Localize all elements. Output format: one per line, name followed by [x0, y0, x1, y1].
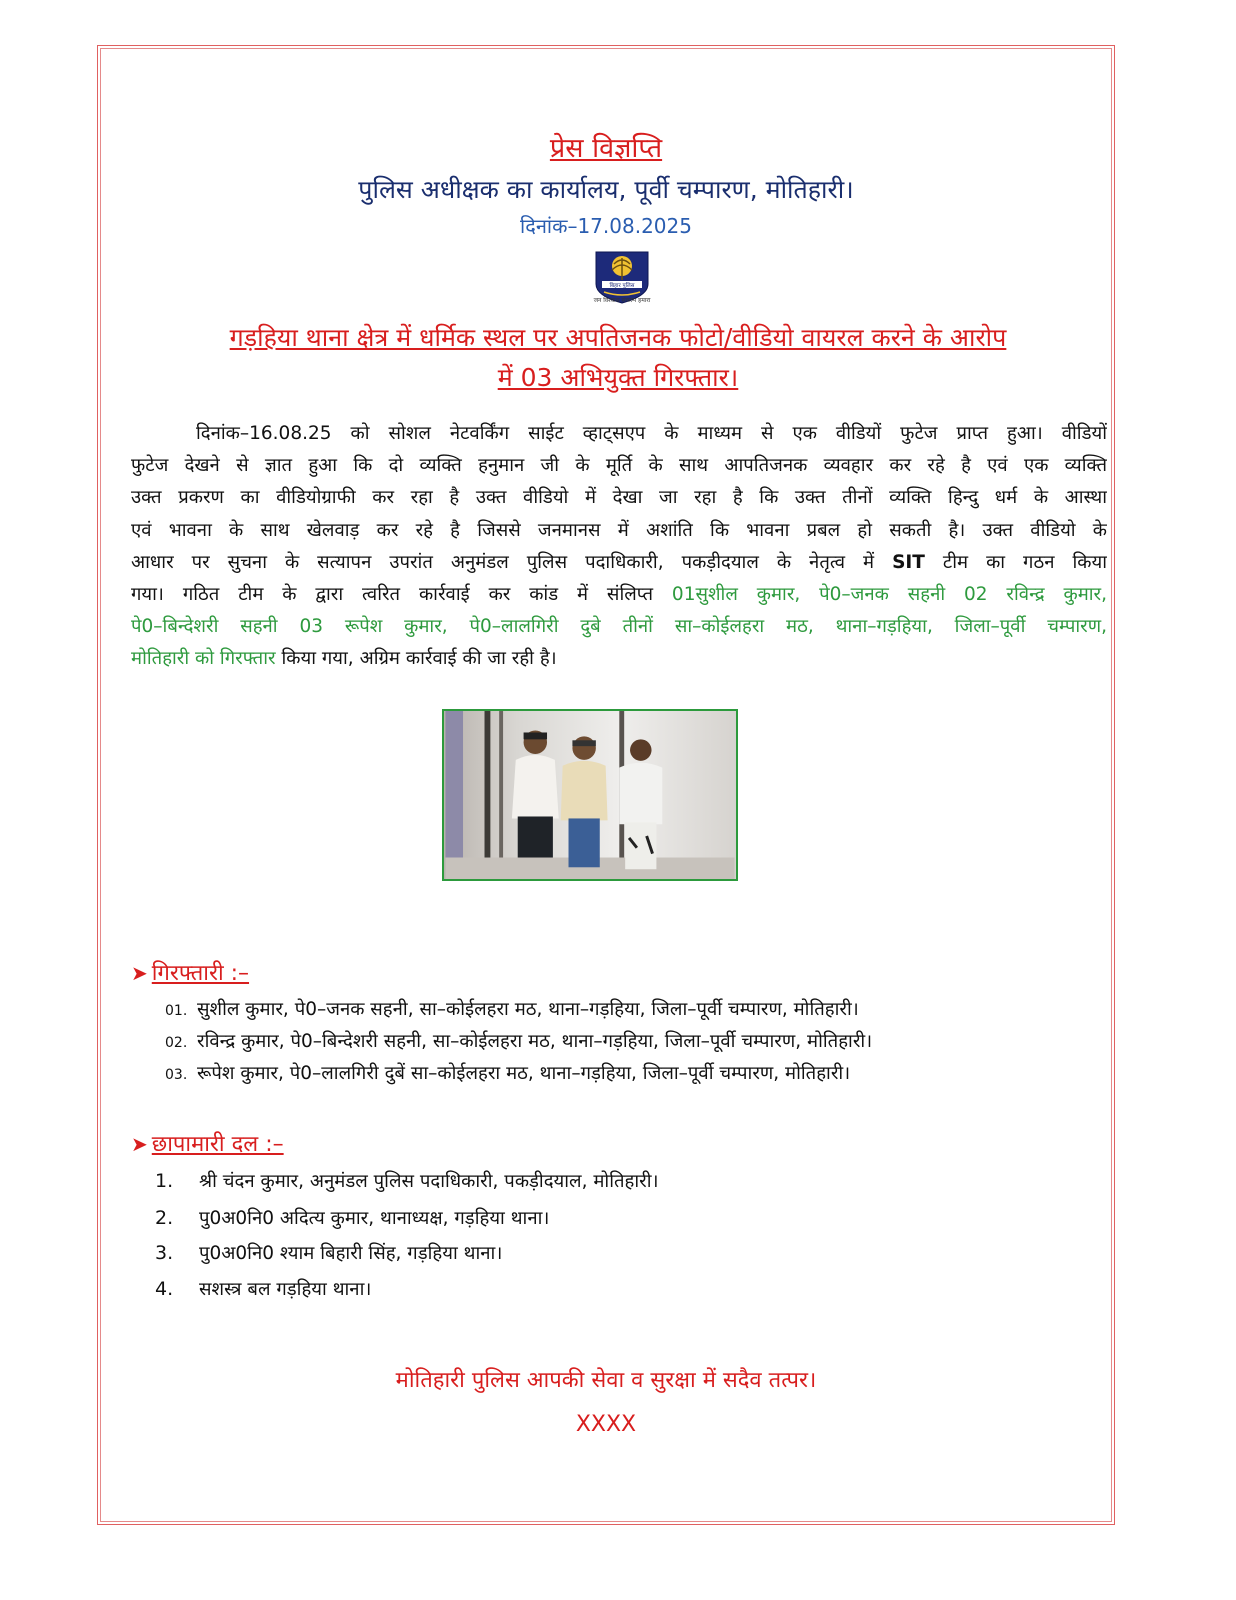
- person-3: [619, 739, 662, 869]
- arrest-item: [165, 1060, 850, 1085]
- team-item: [155, 1240, 502, 1265]
- body-text: टीम का गठन किया: [942, 551, 1107, 573]
- body-paragraph: [131, 418, 1107, 676]
- press-release-title: प्रेस विज्ञप्ति: [549, 133, 663, 164]
- body-text: आधार पर सुचना के सत्यापन उपरांत अनुमंडल पुलिस पदाधिकारी, पकड़ीदयाल के नेतृत्व में: [131, 551, 875, 573]
- body-text: किया गया, अग्रिम कार्रवाई की जा रही है।: [281, 648, 557, 670]
- office-name: पुलिस अधीक्षक का कार्यालय, पूर्वी चम्पारण, मोतिहारी।: [358, 175, 854, 204]
- arrest-text: सुशील कुमार, पे0–जनक सहनी, सा–कोईलहरा मठ, थाना–गड़हिया, जिला–पूर्वी चम्पारण, मोतिहारी।: [197, 999, 859, 1020]
- body-line: पे0–बिन्देशरी सहनी 03 रूपेश कुमार, पे0–लालगिरी दुबे तीनों सा–कोईलहरा मठ, थाना–गड़हिया, जिला–पूर्वी चम्पारण,: [131, 616, 1107, 638]
- team-item: [155, 1205, 549, 1230]
- body-text: गया। गठित टीम के द्वारा त्वरित कार्रवाई कर कांड में संलिप्त: [131, 583, 654, 605]
- body-line: फुटेज देखने से ज्ञात हुआ कि दो व्यक्ति हनुमान जी के मूर्ति के साथ आपतिजनक व्यवहार कर रहे है एवं एक व्यक्ति: [131, 455, 1107, 477]
- team-text: पु0अ0नि0 श्याम बिहारी सिंह, गड़हिया थाना।: [199, 1243, 503, 1264]
- arrests-heading-text: गिरफ्तारी :–: [151, 961, 250, 986]
- arrest-item: [165, 1028, 872, 1053]
- team-item: [155, 1276, 371, 1301]
- arrest-item: [165, 996, 859, 1021]
- arrest-text: रविन्द्र कुमार, पे0–बिन्देशरी सहनी, सा–कोईलहरा मठ, थाना–गड़हिया, जिला–पूर्वी चम्पारण, मोतिहारी।: [197, 1031, 873, 1052]
- accused-names: 01सुशील कुमार, पे0–जनक सहनी 02 रविन्द्र कुमार,: [671, 583, 1107, 605]
- team-text: सशस्त्र बल गड़हिया थाना।: [199, 1279, 372, 1300]
- body-line: दिनांक–16.08.25 को सोशल नेटवर्किंग साईट व्हाट्सएप के माध्यम से एक वीडियों फुटेज प्राप्त हुआ। वीडियों: [196, 423, 1107, 444]
- arrests-heading: [131, 957, 249, 987]
- arrow-bullet-icon: ➤: [131, 1132, 148, 1156]
- body-line: [131, 547, 1107, 579]
- sit-label: SIT: [892, 551, 925, 573]
- person-2: [561, 736, 608, 867]
- team-number: 2.: [155, 1207, 174, 1229]
- team-number: 1.: [155, 1170, 174, 1192]
- svg-text:बिहार पुलिस: बिहार पुलिस: [609, 283, 635, 289]
- footer-mark: XXXX: [575, 1412, 637, 1437]
- arrow-bullet-icon: ➤: [131, 961, 148, 985]
- arrest-text: रूपेश कुमार, पे0–लालगिरी दुबें सा–कोईलहरा मठ, थाना–गड़हिया, जिला–पूर्वी चम्पारण, मोतिहारी।: [197, 1063, 851, 1084]
- team-text: पु0अ0नि0 अदित्य कुमार, थानाध्यक्ष, गड़हिया थाना।: [199, 1208, 550, 1229]
- headline-line-2: में 03 अभियुक्त गिरफ्तार।: [497, 363, 739, 392]
- raid-team-heading: [131, 1128, 284, 1158]
- body-line: [131, 643, 1107, 675]
- headline-line-1: गड़हिया थाना क्षेत्र में धर्मिक स्थल पर अपतिजनक फोटो/वीडियो वायरल करने के आरोप: [229, 323, 1007, 352]
- body-line: उक्त प्रकरण का वीडियोग्राफी कर रहा है उक्त वीडियो में देखा जा रहा है कि उक्त तीनों व्यक्ति हिन्दु धर्म के आस्था: [131, 487, 1107, 509]
- footer-slogan: मोतिहारी पुलिस आपकी सेवा व सुरक्षा में सदैव तत्पर।: [395, 1368, 817, 1393]
- arrest-number: 01.: [165, 1003, 188, 1019]
- accused-photo: [442, 709, 738, 881]
- person-1: [512, 731, 559, 858]
- team-text: श्री चंदन कुमार, अनुमंडल पुलिस पदाधिकारी, पकड़ीदयाल, मोतिहारी।: [199, 1171, 659, 1192]
- logo-caption: जन विश्वास संकल्प हमारा: [593, 297, 651, 304]
- arrest-number: 03.: [165, 1067, 188, 1083]
- team-item: [155, 1168, 659, 1193]
- body-line: [131, 579, 1107, 611]
- arrest-phrase: मोतिहारी को गिरफ्तार: [131, 648, 276, 670]
- arrest-number: 02.: [165, 1035, 188, 1051]
- raid-team-heading-text: छापामारी दल :–: [151, 1132, 284, 1157]
- team-number: 3.: [155, 1242, 174, 1264]
- body-line: एवं भावना के साथ खेलवाड़ कर रहे है जिससे जनमानस में अशांति कि भावना प्रबल हो सकती है। उक्त वीडियो के: [131, 519, 1107, 541]
- team-number: 4.: [155, 1278, 174, 1300]
- release-date: दिनांक–17.08.2025: [520, 214, 692, 238]
